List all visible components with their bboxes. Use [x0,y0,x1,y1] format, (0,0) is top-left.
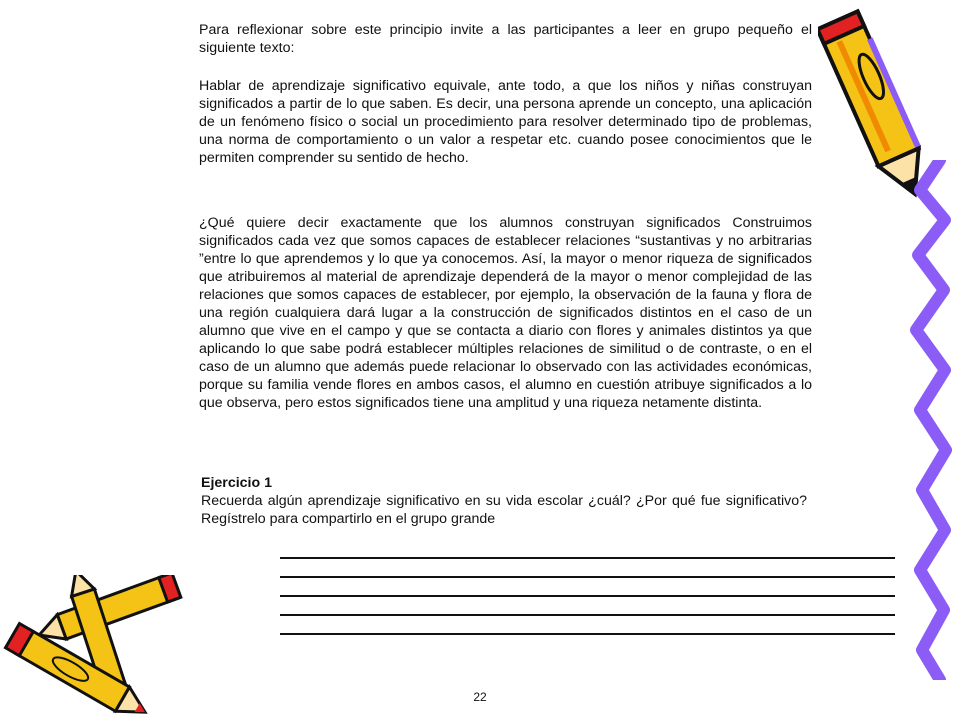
pencils-cluster-icon [0,575,195,715]
exercise-prompt: Recuerda algún aprendizaje significativo en su vida escolar ¿cuál? ¿Por qué fue significativo? Regístrelo para compartirlo en el grupo grande [201,493,807,527]
body-paragraph-1: Hablar de aprendizaje significativo equivale, ante todo, a que los niños y niñas construyan significados a partir de lo que saben. Es decir, una persona aprende un concepto, una aplicación de un fenómeno físico o social un procedimiento para resolver determinado tipo de problemas, una norma de comportamiento o un valor a respetar etc. cuando posee conocimientos que le permiten comprender su sentido de hecho. [199,78,812,166]
answer-line [280,614,895,616]
intro-paragraph: Para reflexionar sobre este principio invite a las participantes a leer en grupo pequeño el siguiente texto: [199,22,812,56]
answer-line [280,576,895,578]
exercise-section [201,474,807,528]
body-paragraph-2: ¿Qué quiere decir exactamente que los alumnos construyan significados Construimos significados cada vez que somos capaces de establecer relaciones “sustantivas y no arbitrarias ”entre lo que aprendemos y lo que ya conocemos. Así, la mayor o menor riqueza de significados que atribuiremos al material de aprendizaje dependerá de la mayor o menor complejidad de las relaciones que somos capaces de establecer, por ejemplo, la observación de la fauna y flora de una región cualquiera dará lugar a la construcción de significados distintos en el caso de un alumno que vive en el campo y que se contacta a diario con flores y animales distintos ya que aplicando lo que sabe podrá establecer múltiples relaciones de similitud o de contraste, o en el caso de un alumno que además puede relacionar lo observado con las actividades económicas, porque su familia vende flores en ambos casos, el alumno en cuestión atribuye significados a lo que observa, pero estos significados tiene una amplitud y una riqueza netamente distinta. [199,215,812,411]
answer-line [280,595,895,597]
purple-squiggle-decoration [900,160,960,680]
exercise-title: Ejercicio 1 [201,475,272,491]
answer-line [280,557,895,559]
page-number: 22 [473,690,487,704]
answer-line [280,633,895,635]
